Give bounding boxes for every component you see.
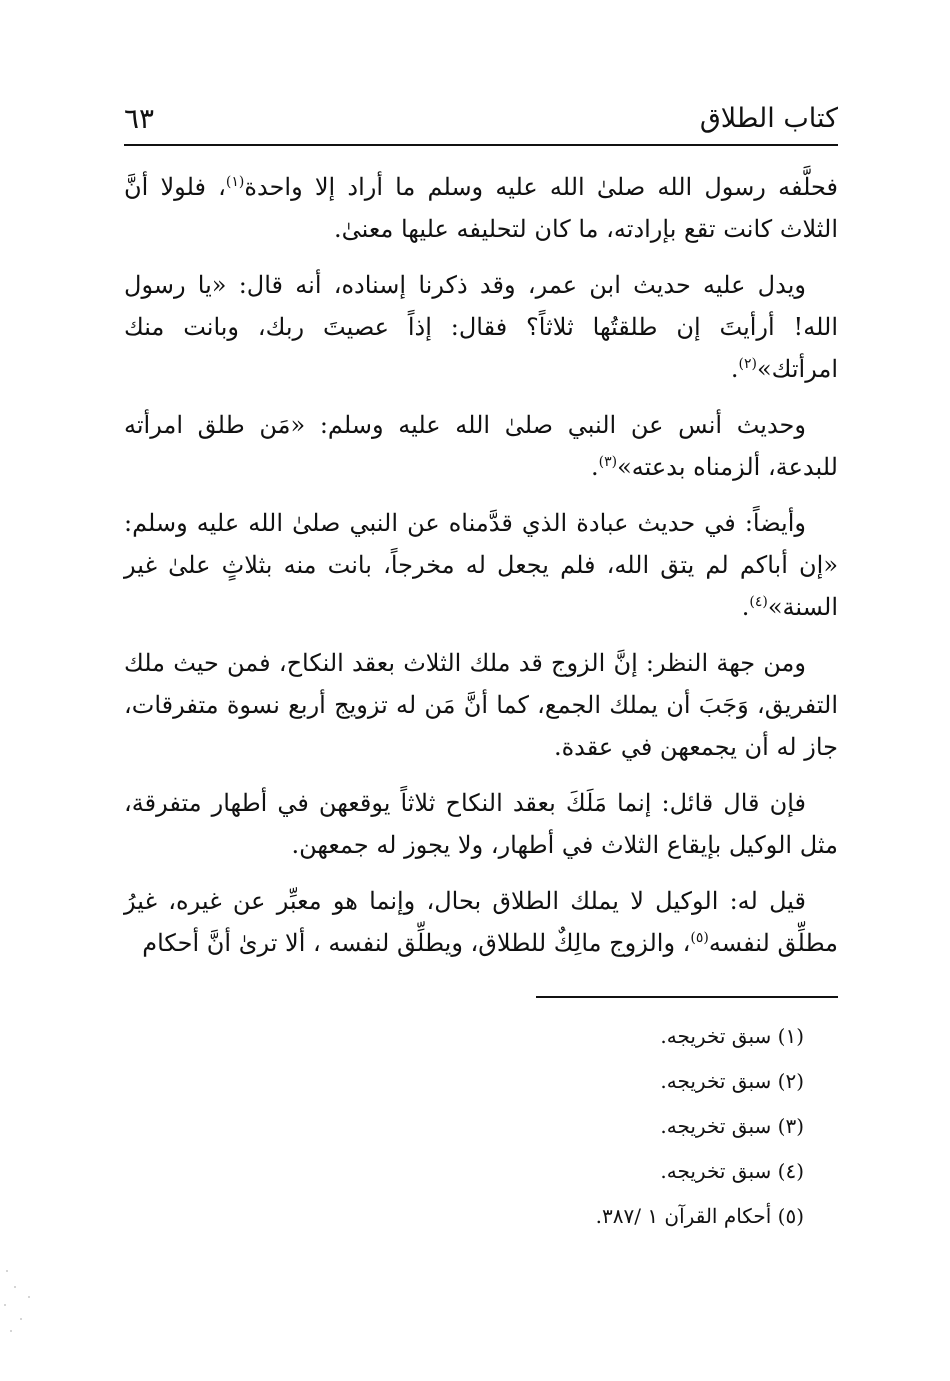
paragraph-text: وحديث أنس عن النبي صلىٰ الله عليه وسلم: «مَن طلق امرأته للبدعة، ألزمناه بدعته» [124,411,838,481]
paragraph-text-continued: ، والزوج مالِكٌ للطلاق، ويطلِّق لنفسه ، ألا ترىٰ أنَّ أحكام [142,929,691,957]
footnote-ref: (٥) [690,930,709,946]
main-text [124,166,838,978]
paragraph-text: فإن قال قائل: إنما مَلَكَ بعقد النكاح ثلاثاً يوقعهن في أطهار متفرقة، مثل الوكيل بإيقاع الثلاث في أطهار، ولا يجوز له جمعهن. [124,789,838,859]
footnote-ref: (٤) [749,594,768,610]
paragraph [124,502,838,628]
paragraph [124,264,838,390]
page-number: ٦٣ [124,102,155,135]
header-divider [124,144,838,146]
paragraph [124,782,838,866]
paragraph-text: فحلَّفه رسول الله صلىٰ الله عليه وسلم ما أراد إلا واحدة [244,173,838,201]
footnote-ref: (٢) [738,356,757,372]
paragraph-text: قيل له: الوكيل لا يملك الطلاق بحال، وإنما هو معبِّر عن غيره، غيرُ مطلِّق لنفسه [124,887,838,957]
paragraph [124,880,838,964]
footnote-divider [536,996,838,998]
footnote: (٣) سبق تخريجه. [660,1114,804,1138]
paragraph-text: ويدل عليه حديث ابن عمر، وقد ذكرنا إسناده، أنه قال: «يا رسول الله! أرأيتَ إن طلقتُها ثلاثاً؟ فقال: إذاً عصيتَ ربك، وبانت منك امرأتك» [124,271,838,383]
footnote: (٥) أحكام القرآن ١ /٣٨٧. [595,1204,804,1228]
paragraph-text-continued: ، فلولا أنَّ الثلاث كانت تقع بإرادته، ما كان لتحليفه عليها معنىٰ. [124,173,838,243]
footnote: (٤) سبق تخريجه. [660,1159,804,1183]
paragraph [124,404,838,488]
paragraph-text-continued: . [741,593,750,621]
paragraph [124,642,838,768]
footnotes [596,1014,804,1239]
paragraph-text-continued: . [591,453,599,481]
scan-specks [0,1260,46,1340]
paragraph-text: وأيضاً: في حديث عبادة الذي قدَّمناه عن النبي صلىٰ الله عليه وسلم: «إن أباكم لم يتق الله، فلم يجعل له مخرجاً، بانت منه بثلاثٍ علىٰ غير السنة» [124,509,838,621]
footnote: (٢) سبق تخريجه. [660,1069,804,1093]
footnote: (١) سبق تخريجه. [660,1024,804,1048]
chapter-title: كتاب الطلاق [699,103,838,134]
paragraph-text-continued: . [730,355,739,383]
running-header [124,96,838,142]
footnote-ref: (٣) [598,454,618,470]
footnote-ref: (١) [225,174,245,190]
paragraph [124,166,838,250]
paragraph-text: ومن جهة النظر: إنَّ الزوج قد ملك الثلاث بعقد النكاح، فمن حيث ملك التفريق، وَجَبَ أن يملك الجمع، كما أنَّ مَن له تزويج أربع نسوة متفرقات، جاز له أن يجمعهن في عقدة. [124,649,838,761]
